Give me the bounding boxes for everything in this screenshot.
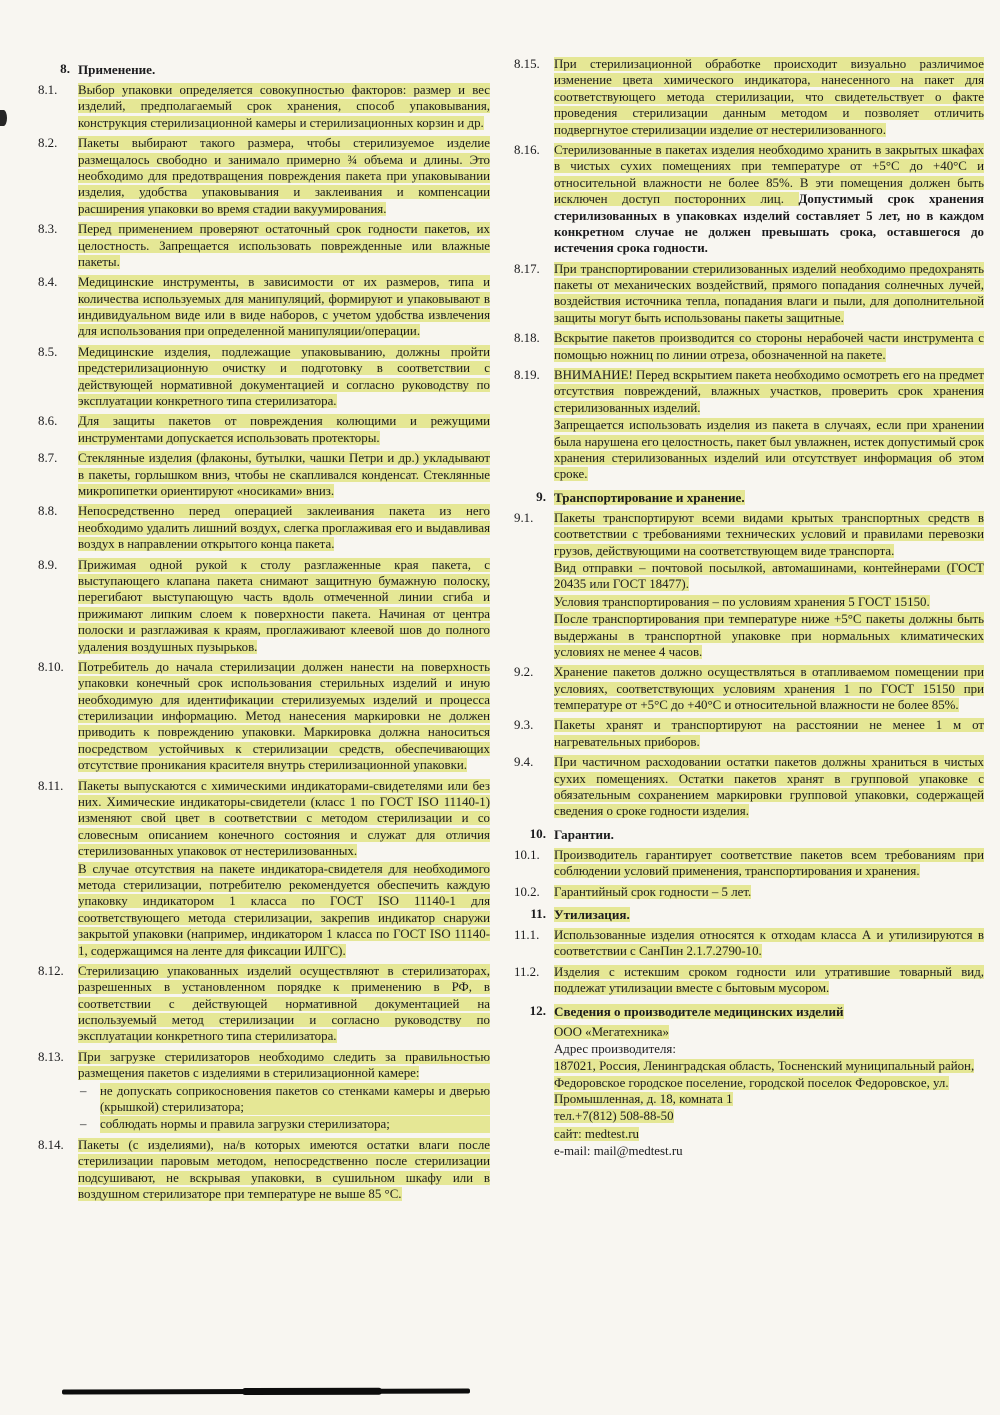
item-paragraph	[78, 778, 490, 860]
text-segment: Гарантийный срок годности – 5 лет.	[554, 884, 752, 899]
item-paragraph	[554, 367, 984, 416]
text-segment: Допустимый срок хранения стерилизованных в упаковках изделий составляет 5 лет, но в каждом конкретном случае не должен превышать срока, оставшегося до истечения срока годности.	[554, 192, 984, 256]
text-segment: При частичном расходовании остатки пакетов должны храниться в чистых сухих помещениях. Остатки пакетов хранят в групповой упаковке с обязательным сохранением маркировки групповой упаковки, содержащей сведения о сроке годности изделия.	[554, 755, 984, 819]
doc-item	[38, 450, 490, 500]
item-number: 8.16.	[514, 142, 540, 157]
item-paragraph	[78, 274, 490, 340]
item-body	[78, 1049, 490, 1134]
item-number: 9.3.	[514, 718, 534, 733]
item-paragraph	[78, 503, 490, 552]
item-number: 11.2.	[514, 964, 540, 979]
manufacturer-info	[514, 1024, 984, 1161]
text-segment: ООО «Мегатехника»	[554, 1024, 669, 1039]
item-number: 9.1.	[514, 510, 534, 525]
section-title: Гарантии.	[554, 826, 614, 842]
item-number: 8.15.	[514, 57, 540, 71]
section-title: Утилизация.	[554, 906, 630, 922]
item-body	[554, 367, 984, 484]
item-paragraph	[554, 560, 984, 593]
item-paragraph	[554, 1143, 984, 1159]
section-title: Сведения о производителе медицинских изделий	[554, 1003, 844, 1019]
item-body	[78, 778, 490, 960]
doc-item	[514, 664, 984, 714]
item-paragraph	[78, 861, 490, 959]
scan-artifact-streak	[62, 1388, 470, 1394]
text-segment: Вид отправки – почтовой посылкой, автомашинами, контейнерами (ГОСТ 20435 или ГОСТ 18477).	[554, 560, 984, 592]
doc-item	[38, 778, 490, 960]
section-title-wrap	[554, 826, 984, 844]
column-left	[38, 56, 490, 1206]
item-paragraph	[554, 611, 984, 660]
text-segment: Запрещается использовать изделия из пакета в случаях, если при хранении была нарушена его целостность, пакет был увлажнен, истек допустимый срок хранения стерилизованных изделий или отсутствует информация об этом сроке.	[554, 418, 984, 482]
doc-item	[38, 82, 490, 132]
text-segment: В случае отсутствия на пакете индикатора-свидетеля для необходимого метода стерилизации, потребителю рекомендуется обеспечить каждую упаковку индикатором 1 класса по ГОСТ ISO 11140-1 для соответствующего метода стерилизации, закрепив индикатор снаружи закрытой упаковки (например, индикатором 1 класса по ГОСТ ISO 11140-1, содержащимся на ленте для фиксации ИЛГС).	[78, 861, 490, 958]
doc-item	[38, 1137, 490, 1204]
text-segment: ВНИМАНИЕ! Перед вскрытием пакета необходимо осмотреть его на предмет отсутствия повреждений, влажных участков, проверить срок хранения стерилизованных изделий.	[554, 368, 984, 415]
item-paragraph	[78, 344, 490, 410]
text-segment: Медицинские инструменты, в зависимости от их размеров, типа и количества используемых для манипуляций, формируют и упаковывают в индивидуальном виде или в виде наборов, с учетом удобства извлечения для использования при определенной манипуляции/операции.	[78, 275, 490, 339]
text-segment: Условия транспортирования – по условиям хранения 5 ГОСТ 15150.	[554, 594, 930, 609]
doc-item	[38, 503, 490, 553]
item-body	[78, 413, 490, 447]
item-number	[514, 1024, 554, 1161]
item-number: 8.19.	[514, 368, 540, 383]
item-paragraph	[554, 754, 984, 820]
dash-marker: –	[80, 1117, 87, 1132]
text-segment: Непосредственно перед операцией заклеивания пакета из него необходимо удалить лишний воздух, слегка проглаживая его и выдавливая воздух в направлении открытого конца пакета.	[78, 504, 490, 552]
item-body	[554, 927, 984, 961]
text-segment: Хранение пакетов должно осуществляться в отапливаемом помещении при условиях, соответствующих условиям хранения 1 по ГОСТ 15150 при температуре от +5°С до +40°С и относительной влажности не более 85%.	[554, 665, 984, 713]
item-number: 8.2.	[38, 136, 58, 151]
item-paragraph	[78, 450, 490, 499]
doc-item	[38, 274, 490, 341]
item-number: 8.18.	[514, 331, 540, 346]
doc-item	[38, 221, 490, 271]
section-title-wrap	[78, 61, 490, 79]
bullet-item	[78, 1116, 490, 1132]
item-body	[554, 1024, 984, 1161]
item-body	[554, 717, 984, 751]
item-number: 9.4.	[514, 755, 534, 770]
section-heading	[514, 489, 984, 507]
text-segment: Для защиты пакетов от повреждения колющими и режущими инструментами допускается использовать протекторы.	[78, 414, 490, 445]
item-paragraph	[554, 884, 984, 900]
item-paragraph	[554, 56, 984, 138]
item-body	[554, 664, 984, 714]
doc-item	[38, 963, 490, 1046]
item-paragraph	[78, 221, 490, 270]
text-segment: Пакеты выбирают такого размера, чтобы стерилизуемое изделие размещалось свободно и занимало примерно ¾ объема и длины. Это необходимо для предотвращения повреждения пакета при упаковывании изделия, удобства упаковывания и заклеивания и компенсации расширения упаковки во время стадии вакуумирования.	[78, 136, 490, 216]
item-body	[78, 1137, 490, 1204]
section-title: Транспортирование и хранение.	[554, 489, 745, 505]
item-paragraph	[554, 927, 984, 960]
item-paragraph	[554, 1041, 984, 1057]
text-segment: Выбор упаковки определяется совокупностью факторов: размер и вес изделий, предполагаемый срок хранения, способ упаковывания, конструкция стерилизационной камеры и стерилизационных корзин и др.	[78, 83, 490, 130]
text-segment: При стерилизационной обработке происходит визуально различимое изменение цвета химического индикатора, нанесенного на пакет для соответствующего метода стерилизации, что свидетельствует о факте проведения стерилизации данным методом и позволяет отличить подвергнутое стерилизации изделие от нестерилизованного.	[554, 57, 984, 137]
doc-item	[514, 754, 984, 821]
item-number: 8.12.	[38, 963, 64, 978]
item-number: 8.13.	[38, 1049, 64, 1064]
text-segment: Потребитель до начала стерилизации должен нанести на поверхность упаковки конечный срок использования стерильных изделий и иную необходимую для идентификации стерилизуемых изделий и процесса стерилизации информацию. Метод нанесения маркировки не должен приводить к повреждению упаковки. Маркировка должна наноситься посредством устойчивых к стерилизации средств, обеспечивающих отсутствие проникания красителя внутрь стерилизационной упаковки.	[78, 659, 490, 773]
item-body	[78, 557, 490, 656]
item-body	[554, 56, 984, 139]
text-segment: После транспортирования при температуре ниже +5°С пакеты должны быть выдержаны в транспортной упаковке при нормальных климатических условиях не менее 4 часов.	[554, 612, 984, 659]
item-body	[554, 847, 984, 881]
item-paragraph	[554, 1126, 984, 1142]
item-body	[78, 344, 490, 411]
text-segment: Пакеты транспортируют всеми видами крытых транспортных средств в соответствии с требованиями технических условий и правилами перевозки грузов, действующими на соответствующем виде транспорта.	[554, 510, 984, 558]
item-body	[78, 659, 490, 775]
item-number: 8.14.	[38, 1137, 64, 1152]
section-title-wrap	[554, 489, 984, 507]
text-segment: При загрузке стерилизаторов необходимо следить за правильностью размещения пакетов с изделиями в стерилизационной камере:	[78, 1049, 490, 1081]
column-right	[514, 56, 984, 1206]
item-number: 8.10.	[38, 659, 64, 674]
text-segment: Использованные изделия относятся к отходам класса А и утилизируются в соответствии с СанПин 2.1.7.2790-10.	[554, 927, 984, 959]
doc-item	[38, 659, 490, 775]
doc-item	[38, 557, 490, 656]
text-segment: Пакеты выпускаются с химическими индикаторами-свидетелями или без них. Химические индикаторы-свидетели (класс 1 по ГОСТ ISO 11140-1) изменяют свой цвет в соответствии с методом стерилизации и со словесным описанием конечного состояния и служат для отличия стерилизованных упаковок от нестерилизованных.	[78, 778, 490, 859]
doc-item	[514, 510, 984, 662]
text-segment: e-mail: mail@medtest.ru	[554, 1144, 683, 1159]
section-number: 8.	[60, 61, 70, 76]
doc-item	[514, 884, 984, 901]
text-segment: тел.+7(812) 508-88-50	[554, 1109, 674, 1124]
item-paragraph	[78, 1137, 490, 1203]
item-number: 8.11.	[38, 778, 64, 793]
item-paragraph	[554, 330, 984, 363]
item-number: 8.5.	[38, 344, 58, 359]
item-number: 8.3.	[38, 222, 58, 237]
item-body	[554, 330, 984, 364]
item-paragraph	[78, 413, 490, 446]
item-body	[554, 754, 984, 821]
section-title: Применение.	[78, 62, 156, 77]
item-paragraph	[78, 659, 490, 774]
section-number: 9.	[536, 488, 546, 504]
doc-item	[514, 142, 984, 258]
item-body	[78, 135, 490, 218]
item-number: 8.6.	[38, 414, 58, 429]
section-title-wrap	[554, 906, 984, 924]
item-number: 11.1.	[514, 927, 540, 942]
item-paragraph	[554, 510, 984, 559]
text-segment: Прижимая одной рукой к столу разглаженные края пакета, с выступающего клапана пакета снимают защитную бумажную полоску, перегибают выступающую часть вдоль отмеченной линии сгиба и прижимают липким слоем к поверхности пакета. Начиная от центра полоски и разглаживая к краям, проглаживают клеевой шов до полного удаления воздушных пузырьков.	[78, 557, 490, 654]
dash-marker: –	[80, 1083, 87, 1098]
section-number: 10.	[529, 825, 546, 841]
text-segment: Производитель гарантирует соответствие пакетов всем требованиям при соблюдении условий применения, транспортирования и хранения.	[554, 847, 984, 879]
item-body	[78, 450, 490, 500]
text-segment: При транспортировании стерилизованных изделий необходимо предохранять пакеты от механических воздействий, прямого попадания солнечных лучей, воздействия источника тепла, попадания влаги и пыли, для дополнительной защиты могут быть использованы пакеты защитные.	[554, 261, 984, 325]
section-heading	[514, 1003, 984, 1021]
section-title-wrap	[554, 1003, 984, 1021]
text-segment: Стерилизованные в пакетах изделия необходимо хранить в закрытых шкафах в чистых сухих помещениях при температуре от +5°С до +40°С и относительной влажности не более 85%. В эти помещения должен быть исключен доступ посторонних лиц.	[554, 142, 984, 207]
section-heading	[514, 826, 984, 844]
section-number: 12.	[529, 1002, 546, 1018]
doc-item	[38, 344, 490, 411]
section-heading	[514, 906, 984, 924]
doc-item	[514, 330, 984, 364]
item-number: 8.4.	[38, 275, 58, 290]
item-number: 9.2.	[514, 665, 534, 680]
item-paragraph	[78, 557, 490, 655]
text-segment: Пакеты (с изделиями), на/в которых имеются остатки влаги после стерилизации паровым методом, непосредственно после стерилизации подсушивают, не вскрывая упаковки, в сушильном шкафу или в воздушном стерилизаторе при температуре не выше 85 °С.	[78, 1137, 490, 1201]
item-paragraph	[554, 847, 984, 880]
item-body	[78, 221, 490, 271]
doc-item	[38, 135, 490, 218]
text-segment: Вскрытие пакетов производится со стороны нерабочей части инструмента с помощью ножниц по линии отреза, обозначенной на пакете.	[554, 331, 984, 362]
bullet-item	[78, 1083, 490, 1116]
text-segment: Стеклянные изделия (флаконы, бутылки, чашки Петри и др.) укладывают в пакеты, горлышком вниз, чтобы не скапливался конденсат. Стеклянные микропипетки ориентируют «носиками» вниз.	[78, 451, 490, 498]
item-number: 8.17.	[514, 261, 540, 276]
item-paragraph	[554, 1024, 984, 1040]
item-paragraph	[78, 963, 490, 1045]
item-paragraph	[554, 417, 984, 483]
item-paragraph	[554, 261, 984, 327]
item-body	[78, 963, 490, 1046]
item-number: 10.1.	[514, 847, 540, 862]
item-number: 8.9.	[38, 557, 58, 572]
item-body	[554, 142, 984, 258]
item-paragraph	[78, 82, 490, 131]
bullet-text: не допускать соприкосновения пакетов со стенками камеры и дверью (крышкой) стерилизатора;	[100, 1083, 490, 1115]
text-segment: Медицинские изделия, подлежащие упаковыванию, должны пройти предстерилизационную очистку и подготовку в соответствии с действующей нормативной документацией и согласно руководству по эксплуатации конкретного типа стерилизатора.	[78, 344, 490, 409]
item-paragraph	[78, 135, 490, 217]
text-segment: Пакеты хранят и транспортируют на расстоянии не менее 1 м от нагревательных приборов.	[554, 718, 984, 749]
item-number: 8.7.	[38, 451, 58, 466]
item-body	[78, 82, 490, 132]
item-paragraph	[554, 964, 984, 997]
item-body	[554, 884, 984, 901]
text-segment: Стерилизацию упакованных изделий осуществляют в стерилизаторах, разрешенных в установленном порядке к применению в РФ, в соответствии с действующей нормативной документацией на используемый метод стерилизации и согласно руководству по эксплуатации конкретного типа стерилизатора.	[78, 963, 490, 1044]
item-body	[554, 964, 984, 998]
doc-item	[514, 367, 984, 484]
text-segment: Адрес производителя:	[554, 1041, 676, 1056]
section-heading	[38, 61, 490, 79]
text-segment: Изделия с истекшим сроком годности или утратившие товарный вид, подлежат утилизации вместе с бытовым мусором.	[554, 964, 984, 996]
text-segment: сайт: medtest.ru	[554, 1126, 639, 1141]
text-segment: 187021, Россия, Ленинградская область, Тосненский муниципальный район, Федоровское городское поселение, городской поселок Федоровское, ул. Промышленная, д. 18, комната 1	[554, 1059, 975, 1107]
doc-item	[514, 56, 984, 139]
item-paragraph	[78, 1049, 490, 1082]
doc-item	[514, 847, 984, 881]
doc-item	[514, 927, 984, 961]
doc-item	[514, 964, 984, 998]
doc-item	[514, 261, 984, 328]
section-number: 11.	[530, 905, 546, 921]
bullet-text: соблюдать нормы и правила загрузки стерилизатора;	[100, 1116, 490, 1132]
item-number: 8.8.	[38, 504, 58, 519]
item-body	[554, 261, 984, 328]
item-paragraph	[554, 1108, 984, 1124]
item-body	[554, 510, 984, 662]
doc-item	[38, 413, 490, 447]
item-number: 10.2.	[514, 884, 540, 899]
item-paragraph	[554, 1058, 984, 1107]
item-body	[78, 503, 490, 553]
doc-item	[38, 1049, 490, 1134]
item-paragraph	[554, 142, 984, 257]
item-body	[78, 274, 490, 341]
item-paragraph	[554, 594, 984, 610]
item-paragraph	[554, 717, 984, 750]
doc-item	[514, 717, 984, 751]
item-paragraph	[554, 664, 984, 713]
text-segment: Перед применением проверяют остаточный срок годности пакетов, их целостность. Запрещается использовать поврежденные или влажные пакеты.	[78, 222, 490, 269]
item-number: 8.1.	[38, 83, 58, 97]
scan-artifact-edge-mark	[0, 110, 7, 126]
